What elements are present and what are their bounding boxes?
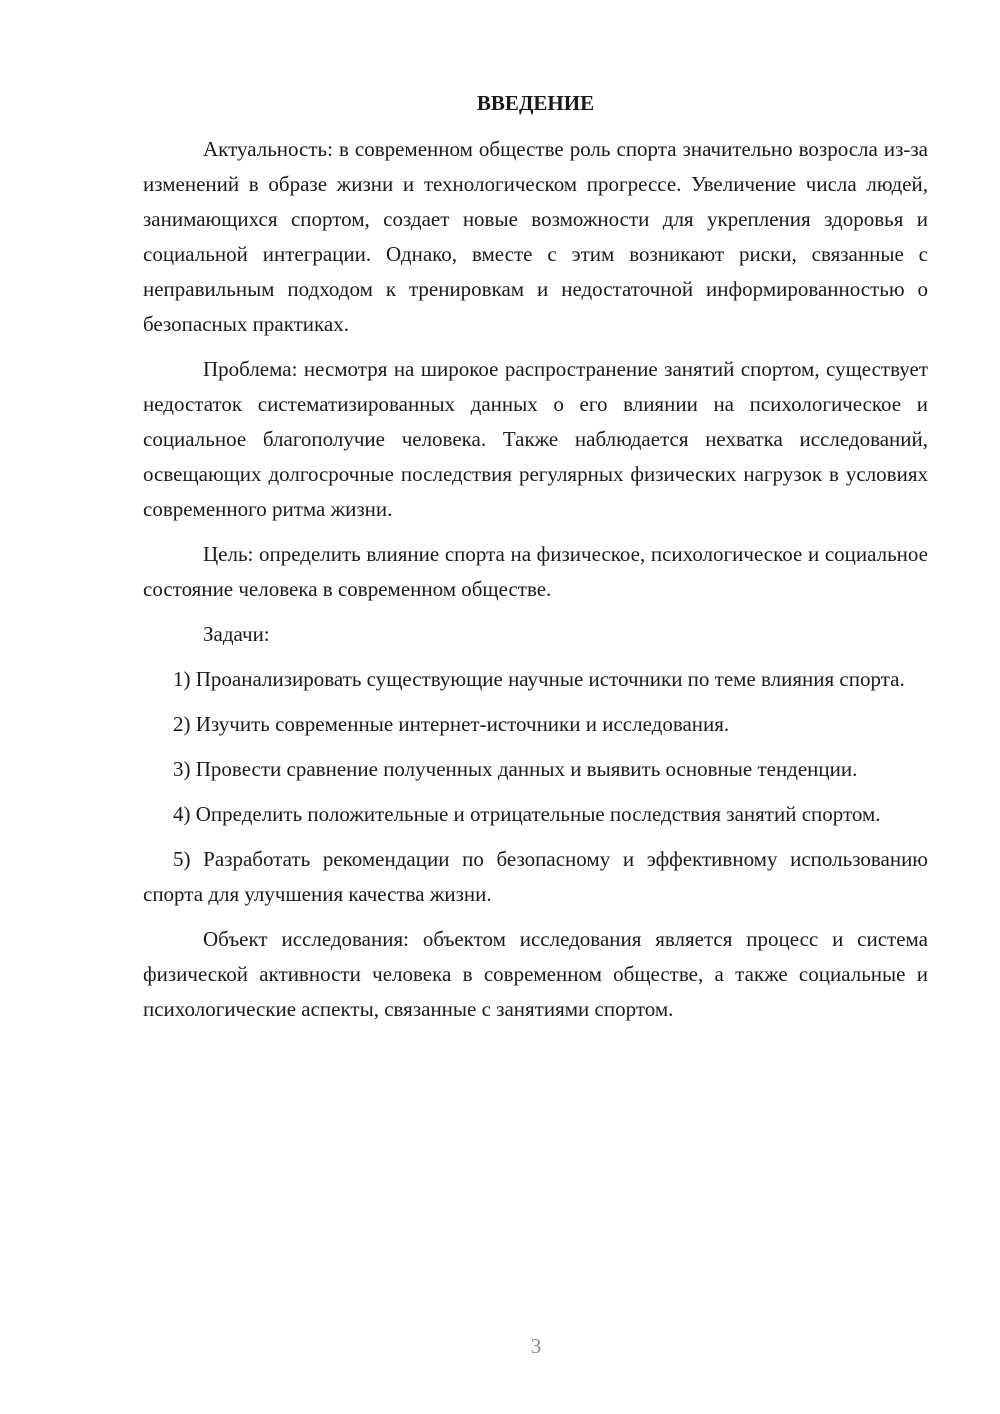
page-title: ВВЕДЕНИЕ: [476, 91, 595, 115]
task-item-2: 2) Изучить современные интернет-источники и исследования.: [173, 712, 730, 736]
object-paragraph: Объект исследования: объектом исследования является процесс и система физической активности человека в современном обществе, а также социальные и психологические аспекты, связанные с занятиями спортом.: [143, 927, 928, 1021]
page-number: 3: [530, 1334, 542, 1358]
task-item-1: 1) Проанализировать существующие научные источники по теме влияния спорта.: [173, 667, 905, 691]
task-item-3: 3) Провести сравнение полученных данных и выявить основные тенденции.: [173, 757, 858, 781]
task-item-5: 5) Разработать рекомендации по безопасному и эффективному использованию спорта для улучшения качества жизни.: [143, 847, 928, 906]
page-content: [143, 88, 928, 1037]
goal-paragraph: Цель: определить влияние спорта на физическое, психологическое и социальное состояние человека в современном обществе.: [143, 542, 928, 601]
problem-paragraph: Проблема: несмотря на широкое распространение занятий спортом, существует недостаток систематизированных данных о его влиянии на психологическое и социальное благополучие человека. Также наблюдается нехватка исследований, освещающих долгосрочные последствия регулярных физических нагрузок в условиях современного ритма жизни.: [143, 357, 928, 521]
task-item-4: 4) Определить положительные и отрицательные последствия занятий спортом.: [173, 802, 881, 826]
tasks-label: Задачи:: [203, 622, 270, 646]
relevance-paragraph: Актуальность: в современном обществе роль спорта значительно возросла из-за изменений в образе жизни и технологическом прогрессе. Увеличение числа людей, занимающихся спортом, создает новые возможности для укрепления здоровья и социальной интеграции. Однако, вместе с этим возникают риски, связанные с неправильным подходом к тренировкам и недостаточной информированностью о безопасных практиках.: [143, 137, 928, 336]
